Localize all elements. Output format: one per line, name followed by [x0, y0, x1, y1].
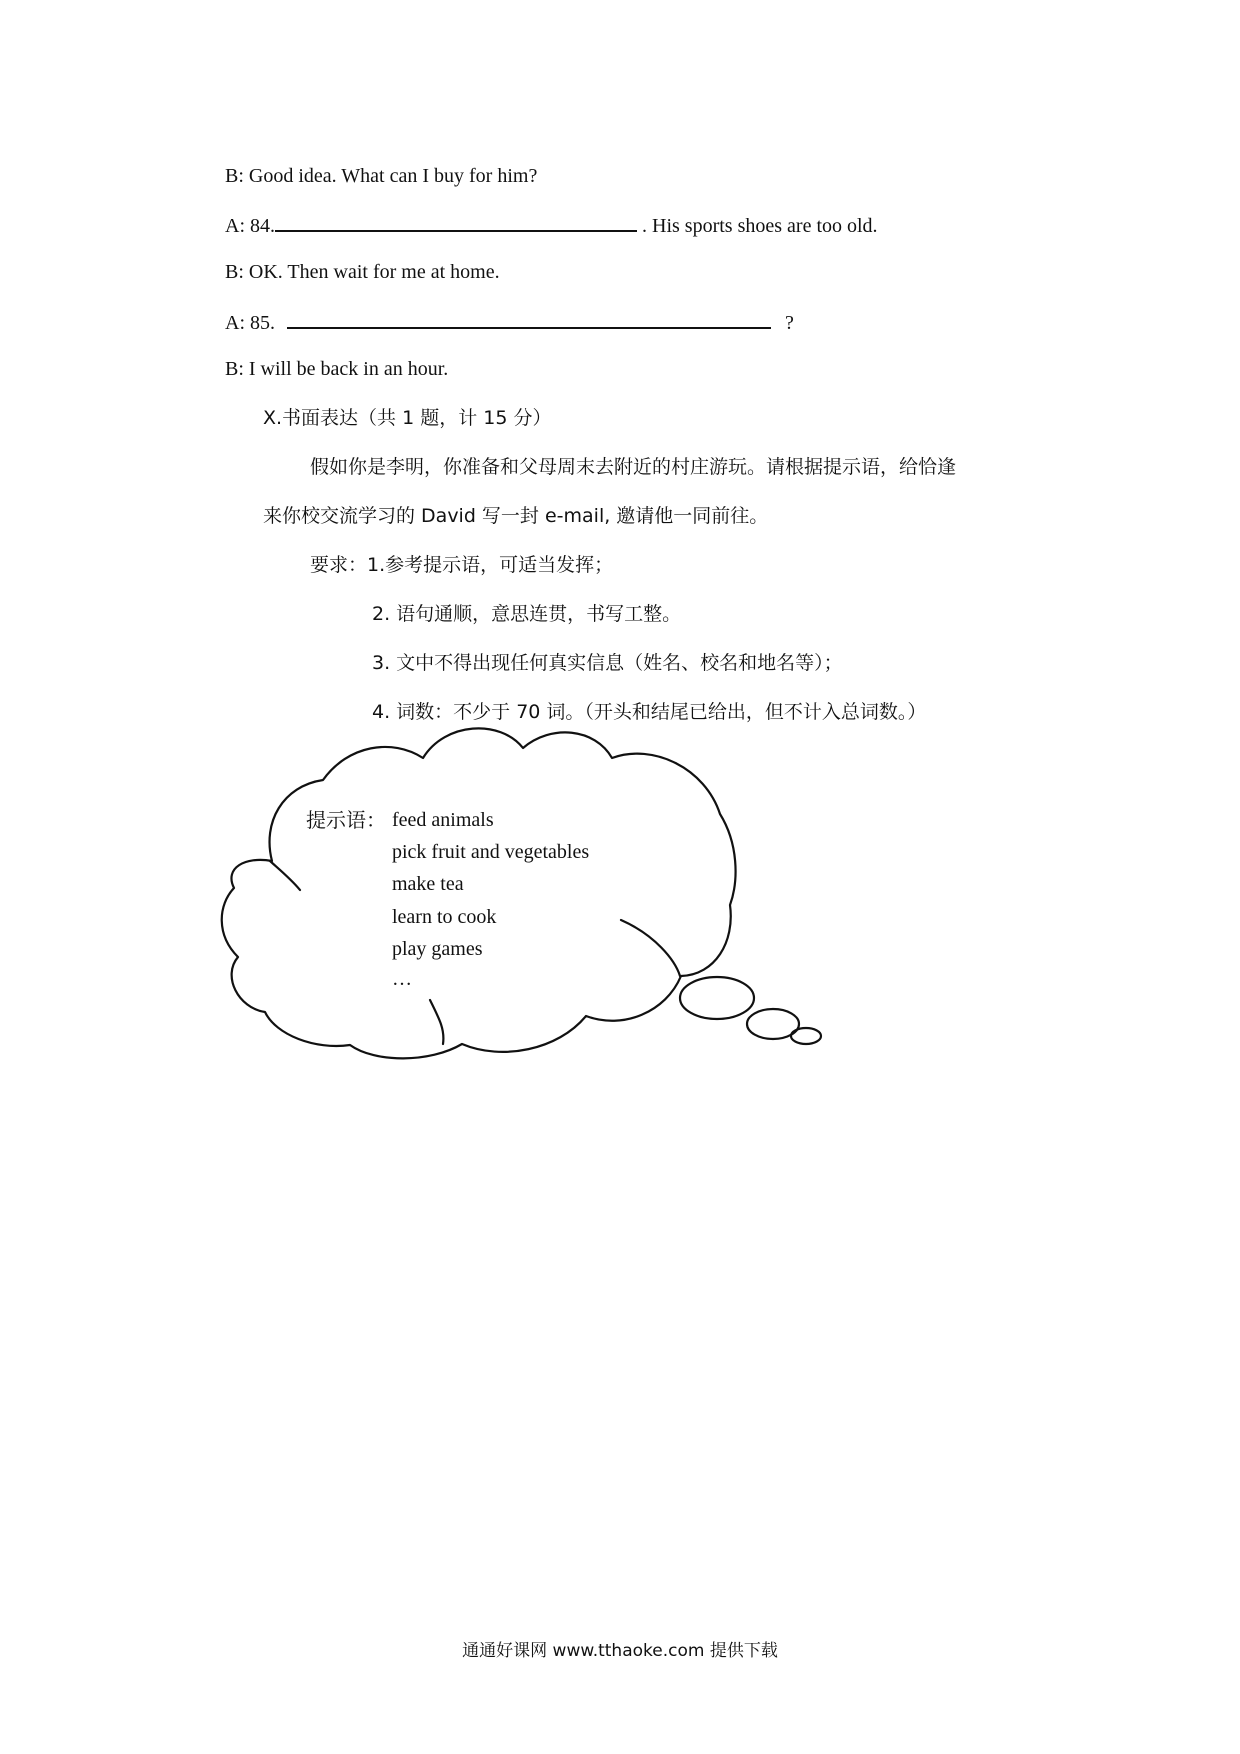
- hint-item: learn to cook: [392, 906, 497, 928]
- hint-label: 提示语：: [306, 808, 386, 832]
- requirement-1: 要求：1.参考提示语，可适当发挥；: [310, 554, 614, 576]
- section-heading: X.书面表达（共 1 题，计 15 分）: [263, 407, 552, 429]
- intro-line-2: 来你校交流学习的 David 写一封 e-mail, 邀请他一同前往。: [263, 505, 769, 527]
- dialogue-text: : OK. Then wait for me at home.: [238, 261, 500, 283]
- speaker-label: B: [225, 261, 239, 283]
- hint-item: …: [392, 968, 412, 990]
- hint-item: pick fruit and vegetables: [392, 841, 590, 863]
- requirement-3: 3. 文中不得出现任何真实信息（姓名、校名和地名等）；: [372, 652, 843, 674]
- requirement-2: 2. 语句通顺，意思连贯，书写工整。: [372, 603, 682, 625]
- hint-item: make tea: [392, 873, 464, 895]
- speaker-label: B: [225, 358, 239, 380]
- page-footer: 通通好课网 www.tthaoke.com 提供下载: [462, 1641, 778, 1661]
- speaker-label: A: [225, 215, 240, 237]
- question-number: : 85.: [239, 312, 276, 334]
- hint-item: feed animals: [392, 809, 494, 831]
- dialogue-text: : Good idea. What can I buy for him?: [238, 165, 538, 187]
- question-number: : 84.: [239, 215, 276, 237]
- intro-line-1: 假如你是李明，你准备和父母周末去附近的村庄游玩。请根据提示语，给恰逢: [310, 456, 957, 478]
- speaker-label: B: [225, 165, 239, 187]
- hint-item: play games: [392, 938, 483, 960]
- dialogue-text: : I will be back in an hour.: [238, 358, 449, 380]
- speaker-label: A: [225, 312, 240, 334]
- dialogue-text: . His sports shoes are too old.: [637, 215, 878, 237]
- requirement-4: 4. 词数：不少于 70 词。（开头和结尾已给出，但不计入总词数。）: [372, 701, 927, 723]
- dialogue-text: ?: [785, 312, 794, 334]
